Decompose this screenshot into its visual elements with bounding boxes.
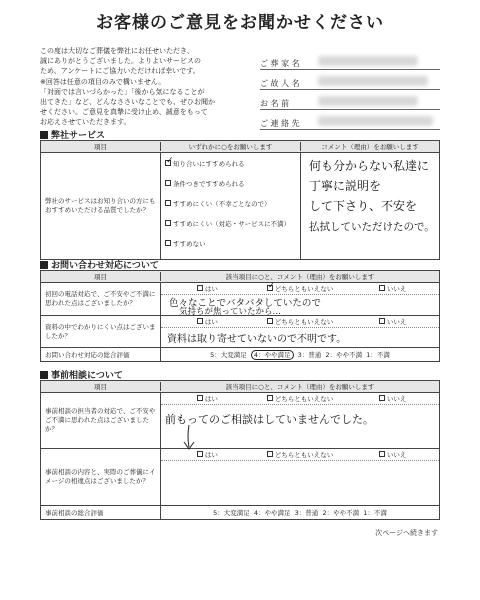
checkbox[interactable] [197,451,203,457]
choice-no[interactable] [346,450,439,459]
header-choice-comment: 該当項目に○と、コメント（理由）をお願いします [225,383,375,391]
choice-label: はい [204,285,218,293]
handwritten-comment: 丁寧に説明を [309,179,382,193]
option-conditional[interactable] [161,173,300,193]
handwritten-comment: 前もってのご相談はしていませんでした。 [165,413,374,426]
choice-neutral[interactable] [254,284,347,293]
choice-neutral[interactable] [254,450,347,459]
choice-label: どちらともいえない [274,395,334,403]
contact-row [260,112,440,130]
header-item: 項目 [41,142,161,151]
section-title: 弊社サービス [51,131,106,141]
option-label: すすめにくい（不幸ごとなので） [173,199,271,208]
option-hard-misfortune[interactable] [161,193,300,213]
choice-label: どちらともいえない [274,285,334,293]
checkbox[interactable] [379,395,385,401]
choice-row [161,283,439,295]
family-name-label: ご 葬 家 名 [260,59,300,68]
consultation-eval-row [41,505,439,519]
header-choice: いずれかに○をお願いします [161,142,301,151]
deceased-name-label: ご 故 人 名 [260,79,300,88]
handwritten-comment: 何も分からない私達に [309,159,430,173]
option-hard-dissatisfied[interactable] [161,213,300,233]
checkbox-checked[interactable] [267,285,273,291]
choice-label: どちらともいえない [274,318,334,326]
option-label: すすめにくい（対応・サービスに不満） [173,219,291,228]
redacted-value [318,56,418,66]
inquiry-q1-answer[interactable] [161,283,439,315]
family-name-row [260,52,440,70]
choice-no[interactable] [346,394,439,403]
service-options [161,153,301,259]
down-arrow-icon [181,425,197,451]
intro-line: ※回答は任意の項目のみで構いません。 [40,77,166,86]
deceased-name-row [260,72,440,90]
inquiry-q2: 資料の中でわかりにくい点はございましたか？ [41,316,161,347]
choice-neutral[interactable] [254,394,347,403]
option-label: 条件つきですすめられる [173,179,245,188]
header-item: 項目 [41,272,161,281]
eval-option[interactable]: 2：やや不満 [325,351,363,359]
redacted-value [318,116,433,126]
customer-info [260,52,440,132]
respondent-name-label: お 名 前 [260,99,290,108]
redacted-value [318,96,418,106]
choice-label: いいえ [386,451,407,459]
consultation-q2: 事前相談の内容と、実際のご葬儀にイメージの相違点はございましたか？ [41,449,161,505]
choice-label: はい [204,451,218,459]
eval-scale[interactable] [161,508,439,517]
table-header [41,381,439,393]
checkbox[interactable] [197,285,203,291]
service-comment-area[interactable] [301,153,439,259]
checkbox[interactable] [165,200,171,206]
consultation-table [40,380,440,520]
handwritten-comment: 色々なことでバタバタしていたので [169,298,321,309]
inquiry-q2-answer[interactable] [161,316,439,347]
checkbox[interactable] [197,318,203,324]
consultation-q1: 事前相談の担当者の対応で、ご不安やご不満に思われた点はございましたか？ [41,393,161,448]
section-title: お問い合わせ対応について [51,261,159,271]
eval-scale[interactable] [161,350,439,359]
choice-label: いいえ [386,318,407,326]
choice-label: はい [204,395,218,403]
choice-yes[interactable] [161,394,254,403]
continue-note: 次ページへ続きます [375,529,438,537]
respondent-name-row [260,92,440,110]
checkbox[interactable] [197,395,203,401]
choice-label: はい [204,318,218,326]
contact-label: ご 連 絡 先 [260,119,300,128]
intro-line: 「対面では言いづらかった」「後から気になることが [40,87,205,96]
intro-line: 出てきた」など、どんなささいなことでも、ぜひお聞か [40,98,215,107]
checkbox[interactable] [379,285,385,291]
intro-line: せください。ご意見を真摯に受け止め、誠意をもって [40,108,208,117]
choice-yes[interactable] [161,450,254,459]
form-title: お客様のご意見をお聞かせください [96,13,384,33]
consultation-q1-answer[interactable] [161,393,439,448]
checkbox[interactable] [267,451,273,457]
choice-label: いいえ [386,285,407,293]
intro-line: この度は大切なご葬儀を弊社にお任せいただき、 [40,47,194,55]
header-comment: コメント（理由）をお願いします [321,143,419,151]
checkbox[interactable] [165,180,171,186]
option-label: 知り合いにすすめられる [173,159,245,168]
checkbox[interactable] [267,318,273,324]
choice-row [161,316,439,328]
choice-row [161,393,439,405]
table-header [41,271,439,283]
intro-line: お応えさせていただきます。 [40,118,131,127]
service-table [40,140,440,260]
redacted-value [318,76,428,86]
handwritten-comment: 気持ちが焦っていたから… [179,307,282,317]
checkbox[interactable] [267,395,273,401]
choice-label: いいえ [386,395,407,403]
option-label: すすめない [173,239,206,248]
table-header [41,141,439,153]
inquiry-table [40,270,440,362]
choice-row [161,449,439,461]
eval-label: お問い合わせ対応の総合評価 [41,348,161,361]
checkbox[interactable] [379,318,385,324]
checkbox-checked[interactable] [165,160,171,166]
eval-option[interactable]: 3：普通 [297,351,322,359]
header-item: 項目 [41,382,161,391]
header-choice-comment: 該当項目に○と、コメント（理由）をお願いします [225,273,375,281]
section-title: 事前相談について [51,371,123,381]
choice-yes[interactable] [161,284,254,293]
intro-line: 誠にありがとうございました。よりよいサービスの [40,57,201,66]
handwritten-comment: 払拭していただけたので。 [309,221,435,233]
option-not-recommend[interactable] [161,233,300,253]
eval-option[interactable]: 1：不満 [363,509,387,517]
choice-yes[interactable] [161,317,254,326]
eval-option[interactable]: 4：やや満足 [253,509,291,517]
checkbox[interactable] [379,451,385,457]
eval-option[interactable]: 5：大変満足 [210,351,247,359]
eval-label: 事前相談の総合評価 [41,506,161,519]
option-recommend[interactable] [161,153,300,173]
eval-option[interactable]: 5：大変満足 [213,509,250,517]
checkbox[interactable] [165,240,171,246]
choice-neutral[interactable] [254,317,347,326]
intro-line: ため、アンケートにご協力いただければ幸いです。 [40,67,200,76]
consultation-q2-answer[interactable] [161,449,439,505]
inquiry-q1: 初回の電話対応で、ご不安やご不満に思われた点はございましたか？ [41,283,161,315]
choice-no[interactable] [346,317,439,326]
checkbox[interactable] [165,220,171,226]
eval-option-selected[interactable]: 4：やや満足 [251,350,294,360]
choice-label: どちらともいえない [274,451,334,459]
choice-no[interactable] [346,284,439,293]
eval-option[interactable]: 1：不満 [366,351,390,359]
handwritten-comment: 資料は取り寄せていないので不明です。 [167,334,347,345]
eval-option[interactable]: 3：普通 [294,509,319,517]
inquiry-eval-row [41,347,439,361]
intro-text [40,46,245,128]
handwritten-comment: して下さり、不安を [309,199,418,213]
eval-option[interactable]: 2：やや不満 [322,509,360,517]
service-question: 弊社のサービスはお知り合いの方にもおすすめいただける品質でしたか？ [41,153,161,259]
